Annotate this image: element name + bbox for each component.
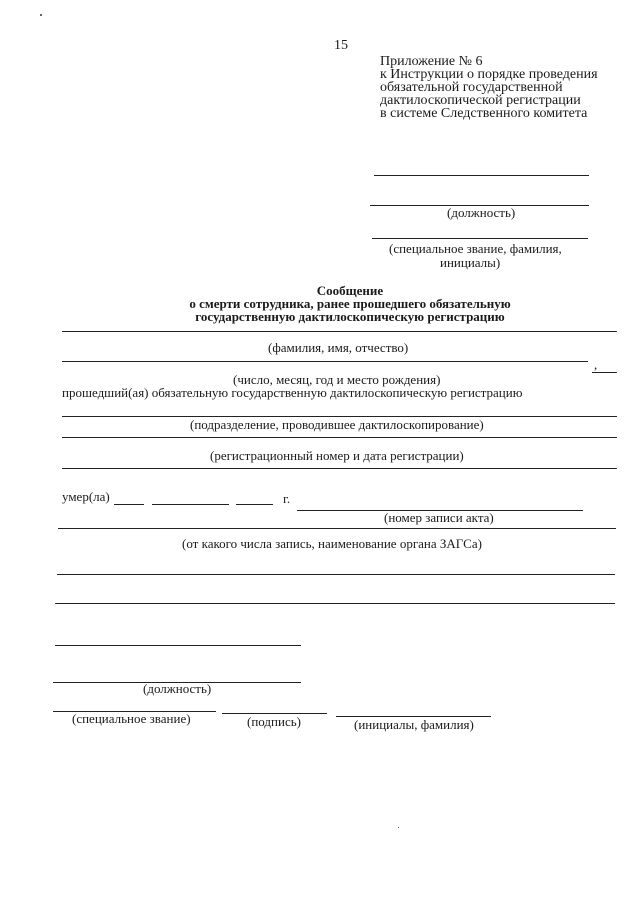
act-number-caption: (номер записи акта) (384, 510, 494, 525)
birth-line-end (592, 372, 617, 373)
appendix-line: в системе Следственного комитета (380, 106, 588, 121)
reg-number-line (62, 437, 617, 438)
died-day-line (114, 504, 144, 505)
recipient-rank-line (372, 238, 588, 239)
page-number: 15 (334, 38, 348, 53)
appendix-line: дактилоскопической регистрации (380, 93, 581, 108)
signature-initials-caption: (инициалы, фамилия) (354, 717, 474, 732)
signature-position-caption: (должность) (143, 681, 212, 696)
appendix-line: к Инструкции о порядке проведения (380, 67, 598, 82)
document-subtitle: о смерти сотрудника, ранее прошедшего обязательную (189, 296, 511, 311)
document-subtitle: государственную дактилоскопическую регистрацию (195, 309, 505, 324)
died-label: умер(ла) (62, 489, 110, 504)
reg-number-caption: (регистрационный номер и дата регистрации) (210, 448, 464, 463)
recipient-rank-caption: (специальное звание, фамилия, (389, 241, 562, 256)
passed-registration-text: прошедший(ая) обязательную государственную дактилоскопическую регистрацию (62, 385, 523, 400)
signature-blank-line (55, 645, 301, 646)
subdivision-caption: (подразделение, проводившее дактилоскопирование) (190, 417, 484, 432)
blank-line (55, 603, 615, 604)
recipient-rank-caption: инициалы) (440, 255, 501, 270)
document-title: Сообщение (316, 283, 384, 298)
blank-line (57, 574, 615, 575)
scan-speck (40, 14, 42, 16)
year-abbreviation: г. (283, 491, 291, 506)
died-month-line (152, 504, 229, 505)
appendix-line: обязательной государственной (380, 80, 563, 95)
signature-rank-caption: (специальное звание) (72, 711, 191, 726)
registry-line (58, 528, 616, 529)
scan-speck (398, 827, 399, 828)
full-name-caption: (фамилия, имя, отчество) (268, 340, 409, 355)
birth-caption: (число, месяц, год и место рождения) (233, 372, 441, 387)
appendix-title: Приложение № 6 (380, 54, 483, 69)
signature-sign-caption: (подпись) (247, 714, 301, 729)
recipient-blank-line (374, 175, 589, 176)
died-year-line (236, 504, 273, 505)
recipient-position-caption: (должность) (447, 205, 516, 220)
registry-caption: (от какого числа запись, наименование органа ЗАГСа) (182, 536, 482, 551)
birth-comma: , (594, 357, 598, 372)
birth-line (62, 361, 588, 362)
reg-number-line-2 (62, 468, 617, 469)
full-name-line (62, 331, 617, 332)
